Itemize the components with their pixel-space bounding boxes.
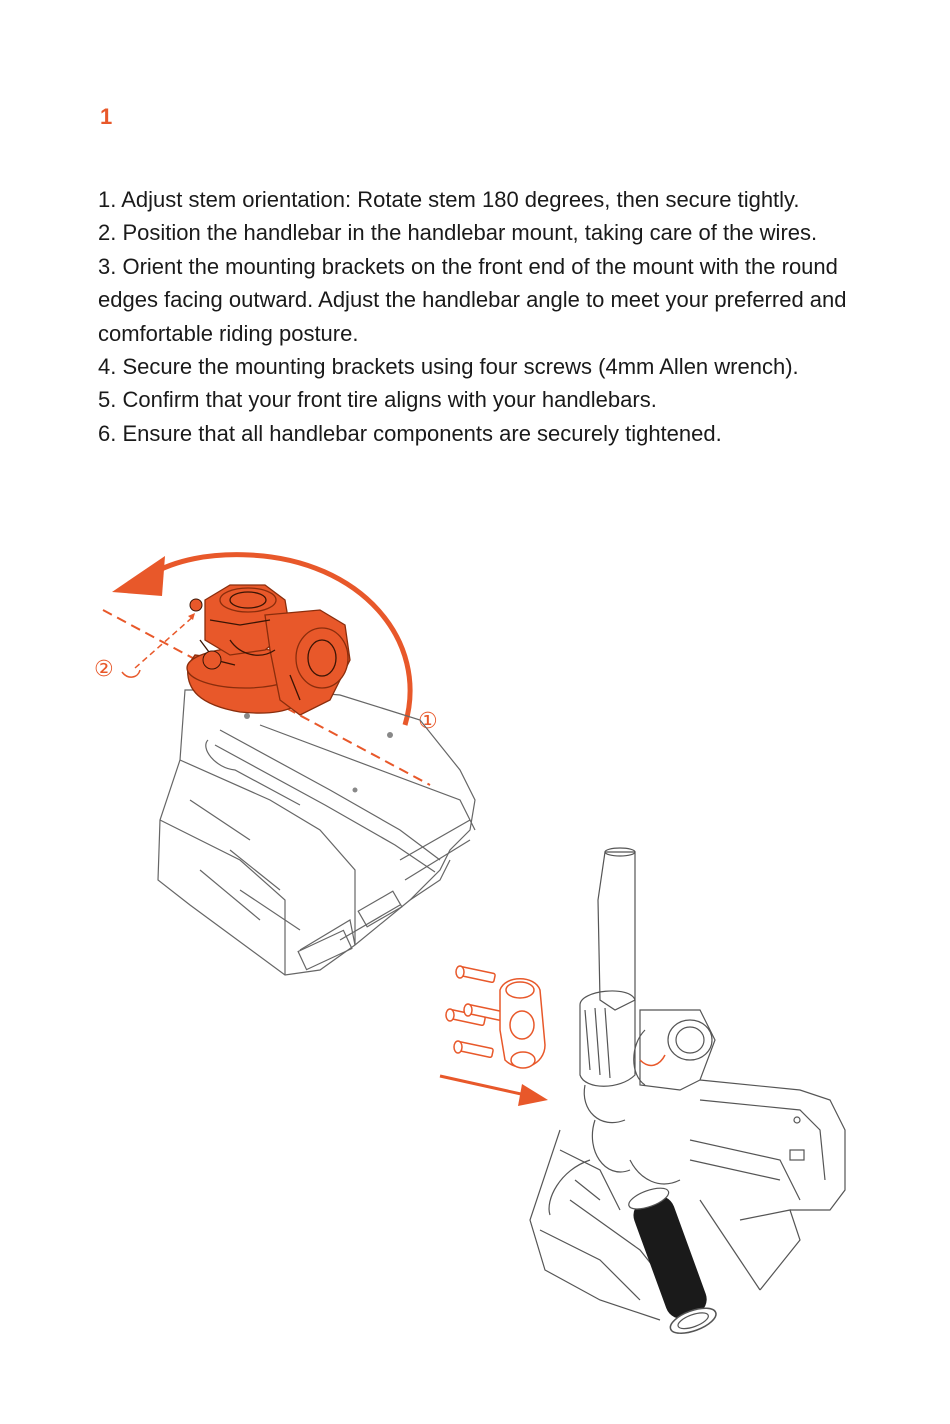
instruction-step-6: 6. Ensure that all handlebar components are securely tightened.	[98, 420, 722, 446]
bracket-icon	[500, 979, 545, 1068]
instructions-list	[98, 183, 868, 450]
handlebar-mount-diagram	[440, 848, 845, 1338]
screw-icons	[446, 966, 503, 1058]
instruction-step-2: 2. Position the handlebar in the handlebar mount, taking care of the wires.	[98, 220, 818, 246]
callout-2: ②	[94, 657, 114, 682]
instruction-step-4: 4. Secure the mounting brackets using four screws (4mm Allen wrench).	[98, 354, 799, 380]
instruction-step-3: 3. Orient the mounting brackets on the front end of the mount with the round edges facing outward. Adjust the handlebar angle to meet your preferred and comfortable riding posture.	[98, 253, 847, 346]
mount-direction-arrow	[518, 1084, 548, 1106]
rotation-arrowhead	[112, 556, 165, 596]
instruction-step-1: 1. Adjust stem orientation: Rotate stem 180 degrees, then secure tightly.	[98, 187, 800, 212]
assembly-illustration	[0, 530, 950, 1410]
stem-rotation-diagram	[94, 555, 475, 975]
rotate-dashed-line	[135, 615, 195, 668]
orange-stem	[187, 585, 350, 715]
instruction-step-5: 5. Confirm that your front tire aligns with your handlebars.	[98, 387, 657, 413]
step-number: 1	[100, 104, 113, 129]
callout-1: ①	[418, 709, 438, 734]
